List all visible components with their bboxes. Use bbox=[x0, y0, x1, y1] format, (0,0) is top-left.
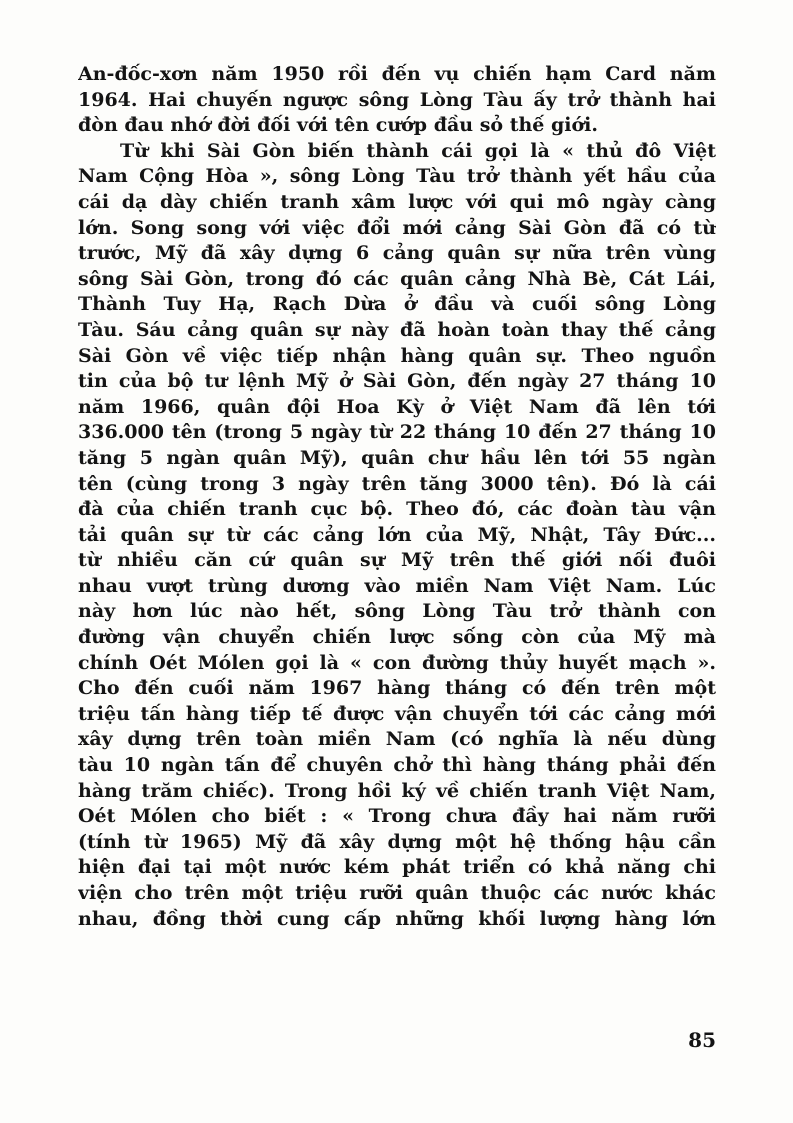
text-line: này hơn lúc nào hết, sông Lòng Tàu trở thành con bbox=[78, 600, 716, 623]
text-line: xây dựng trên toàn miền Nam (có nghĩa là nếu dùng bbox=[78, 728, 716, 751]
text-line: Sài Gòn về việc tiếp nhận hàng quân sự. Theo nguồn bbox=[78, 344, 716, 367]
text-line: 1964. Hai chuyến ngược sông Lòng Tàu ấy trở thành hai bbox=[78, 88, 716, 111]
text-line: cái dạ dày chiến tranh xâm lược với qui mô ngày càng bbox=[78, 190, 716, 213]
text-line: lớn. Song song với việc đổi mới cảng Sài Gòn đã có từ bbox=[78, 216, 716, 239]
text-line: năm 1966, quân đội Hoa Kỳ ở Việt Nam đã lên tới bbox=[78, 395, 716, 418]
text-line: đường vận chuyển chiến lược sống còn của Mỹ mà bbox=[78, 626, 716, 649]
text-line: An-đốc-xơn năm 1950 rồi đến vụ chiến hạm Card năm bbox=[78, 63, 716, 85]
text-line: hàng trăm chiếc). Trong hồi ký về chiến tranh Việt Nam, bbox=[78, 779, 716, 802]
page-number: 85 bbox=[688, 1028, 716, 1052]
text-line: nhau, đồng thời cung cấp những khối lượng hàng lớn bbox=[78, 907, 716, 930]
text-line: tăng 5 ngàn quân Mỹ), quân chư hầu lên tới 55 ngàn bbox=[78, 446, 716, 469]
text-line: đòn đau nhớ đời đối với tên cướp đầu sỏ thế giới. bbox=[78, 114, 599, 137]
text-line: tên (cùng trong 3 ngày trên tăng 3000 tên). Đó là cái bbox=[78, 472, 716, 495]
text-line: tàu 10 ngàn tấn để chuyên chở thì hàng tháng phải đến bbox=[78, 754, 716, 777]
text-line: trước, Mỹ đã xây dựng 6 cảng quân sự nữa trên vùng bbox=[78, 242, 716, 265]
text-line: Tàu. Sáu cảng quân sự này đã hoàn toàn thay thế cảng bbox=[78, 318, 716, 341]
text-line: Cho đến cuối năm 1967 hàng tháng có đến trên một bbox=[78, 677, 716, 700]
text-line: viện cho trên một triệu rưỡi quân thuộc các nước khác bbox=[78, 882, 716, 904]
text-line: Oét Mólen cho biết : « Trong chưa đầy hai năm rưỡi bbox=[78, 805, 716, 828]
text-line: (tính từ 1965) Mỹ đã xây dựng một hệ thống hậu cần bbox=[78, 830, 716, 853]
text-line: triệu tấn hàng tiếp tế được vận chuyển tới các cảng mới bbox=[78, 702, 716, 725]
text-line: sông Sài Gòn, trong đó các quân cảng Nhà Bè, Cát Lái, bbox=[78, 267, 716, 290]
text-line: nhau vượt trùng dương vào miền Nam Việt Nam. Lúc bbox=[78, 574, 716, 597]
text-line: đà của chiến tranh cục bộ. Theo đó, các đoàn tàu vận bbox=[78, 498, 716, 521]
text-line: 336.000 tên (trong 5 ngày từ 22 tháng 10 đến 27 tháng 10 bbox=[78, 421, 716, 444]
text-line: tin của bộ tư lệnh Mỹ ở Sài Gòn, đến ngày 27 tháng 10 bbox=[78, 370, 716, 393]
text-line: Từ khi Sài Gòn biến thành cái gọi là « thủ đô Việt bbox=[120, 139, 716, 162]
text-line: chính Oét Mólen gọi là « con đường thủy huyết mạch ». bbox=[78, 651, 716, 674]
text-line: tải quân sự từ các cảng lớn của Mỹ, Nhật, Tây Đức... bbox=[78, 523, 716, 546]
text-line: hiện đại tại một nước kém phát triển có khả năng chi bbox=[78, 856, 716, 879]
body-text bbox=[78, 62, 716, 932]
text-line: từ nhiều căn cứ quân sự Mỹ trên thế giới nối đuôi bbox=[78, 549, 716, 572]
text-line: Nam Cộng Hòa », sông Lòng Tàu trở thành yết hầu của bbox=[78, 165, 716, 188]
text-line: Thành Tuy Hạ, Rạch Dừa ở đầu và cuối sông Lòng bbox=[78, 293, 716, 316]
